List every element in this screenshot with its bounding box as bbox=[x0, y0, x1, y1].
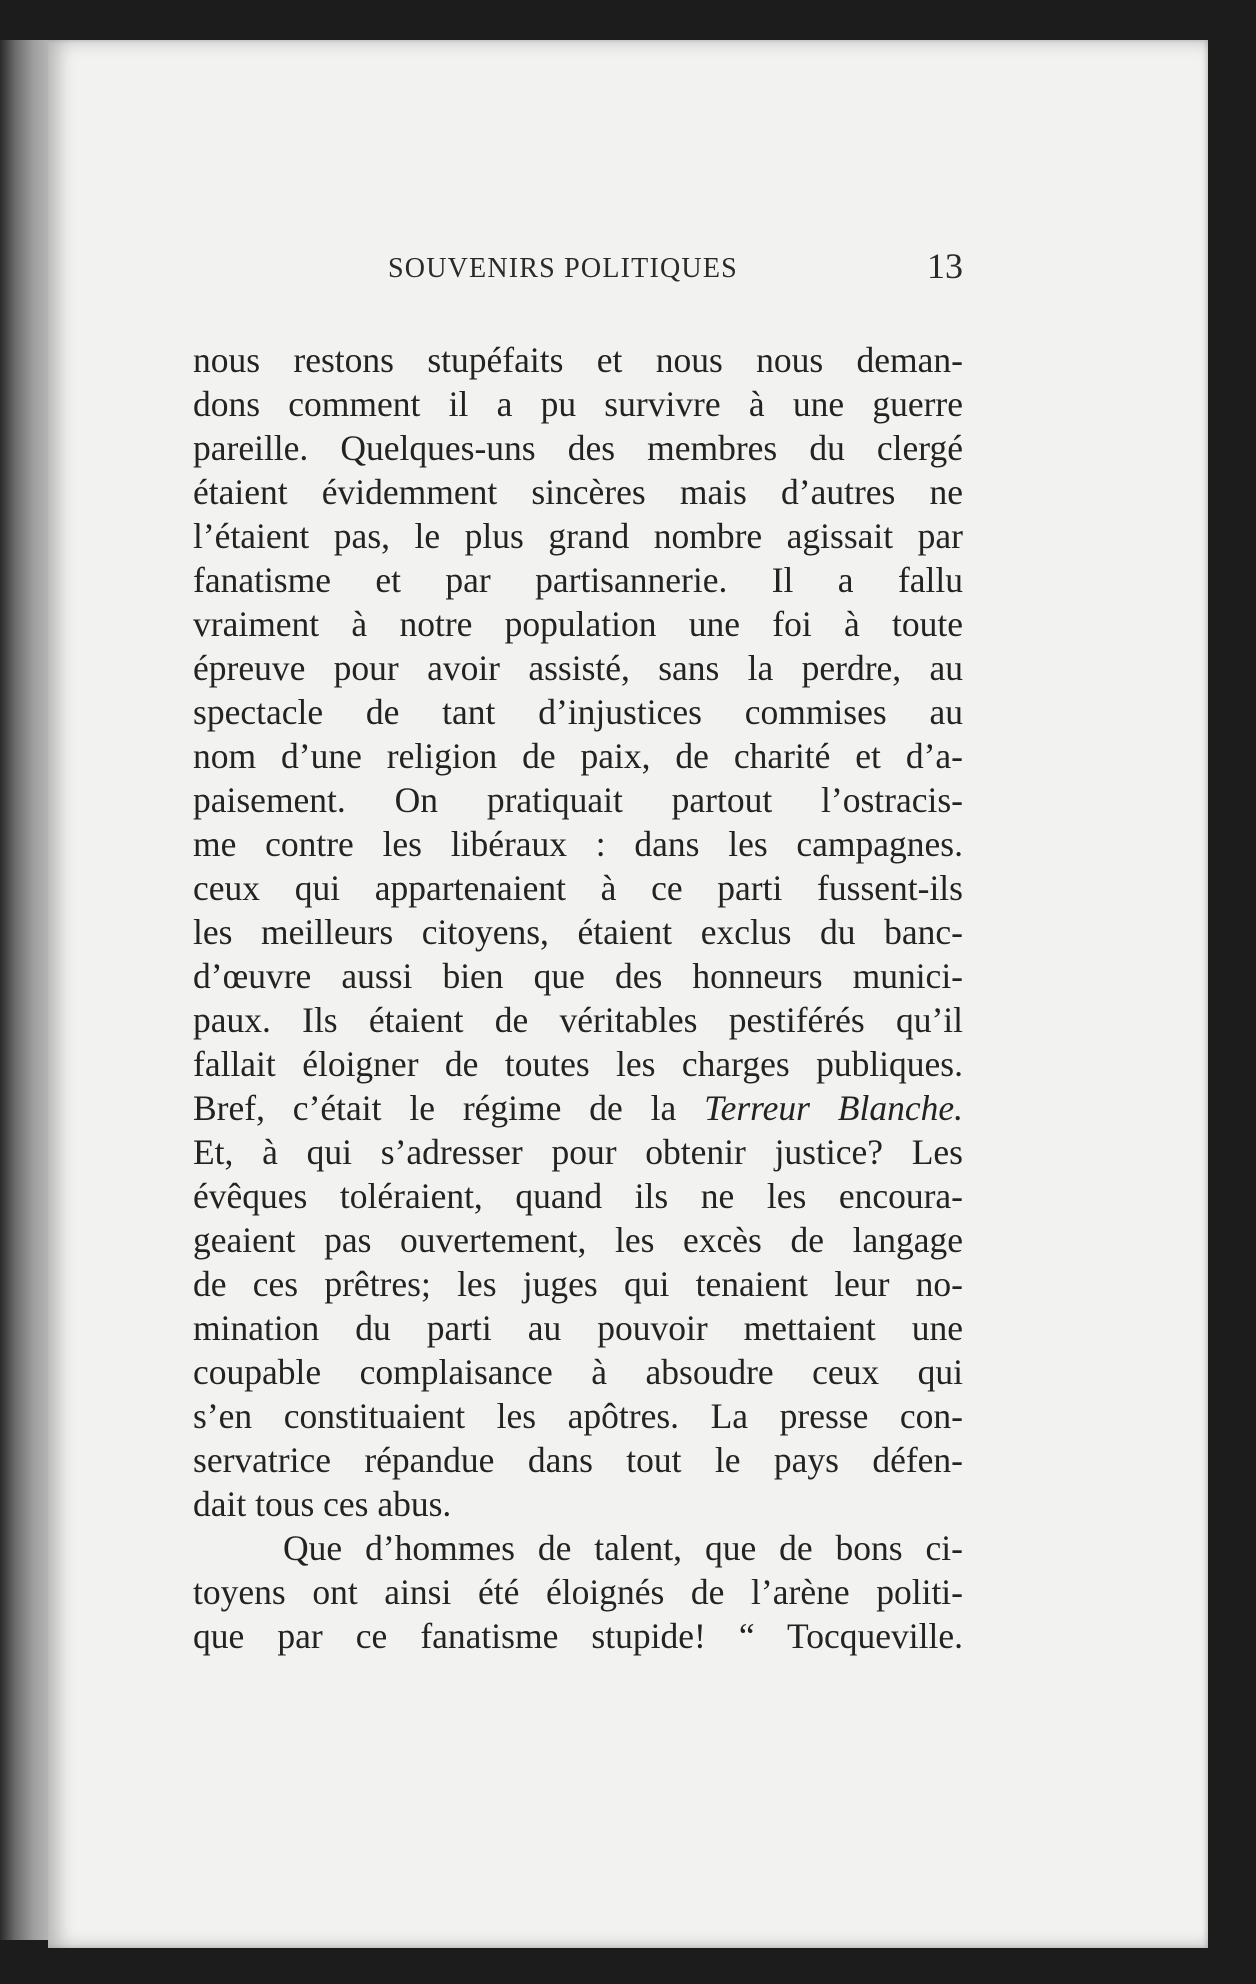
text-line: geaient pas ouvertement, les excès de langage bbox=[193, 1220, 963, 1260]
page-number: 13 bbox=[927, 246, 963, 286]
text-line bbox=[193, 1086, 963, 1130]
text-line: les meilleurs citoyens, étaient exclus du banc- bbox=[193, 912, 963, 952]
text-line: dons comment il a pu survivre à une guerre bbox=[193, 384, 963, 424]
text-fragment: Bref, c’était le régime de la bbox=[193, 1088, 705, 1128]
text-line: dait tous ces abus. bbox=[193, 1484, 452, 1524]
text-line: pareille. Quelques-uns des membres du clergé bbox=[193, 428, 963, 468]
text-line: nous restons stupéfaits et nous nous deman- bbox=[193, 340, 963, 380]
text-line: s’en constituaient les apôtres. La presse con- bbox=[193, 1396, 963, 1436]
text-line: Que d’hommes de talent, que de bons ci- bbox=[283, 1528, 963, 1568]
text-line: que par ce fanatisme stupide! “ Tocqueville. bbox=[193, 1616, 963, 1656]
text-line: paisement. On pratiquait partout l’ostracis- bbox=[193, 780, 963, 820]
book-page bbox=[48, 40, 1208, 1948]
body-text bbox=[193, 338, 963, 1658]
text-line: coupable complaisance à absoudre ceux qui bbox=[193, 1352, 963, 1392]
italic-phrase: Terreur Blanche. bbox=[704, 1088, 963, 1128]
text-line: épreuve pour avoir assisté, sans la perdre, au bbox=[193, 648, 963, 688]
text-line: l’étaient pas, le plus grand nombre agissait par bbox=[193, 516, 963, 556]
text-line: fanatisme et par partisannerie. Il a fallu bbox=[193, 560, 963, 600]
text-line: paux. Ils étaient de véritables pestiférés qu’il bbox=[193, 1000, 963, 1040]
text-line: de ces prêtres; les juges qui tenaient leur no- bbox=[193, 1264, 963, 1304]
text-line: toyens ont ainsi été éloignés de l’arène politi- bbox=[193, 1572, 963, 1612]
text-line: évêques toléraient, quand ils ne les encoura- bbox=[193, 1176, 963, 1216]
text-line: mination du parti au pouvoir mettaient une bbox=[193, 1308, 963, 1348]
text-line: nom d’une religion de paix, de charité et d’a- bbox=[193, 736, 963, 776]
text-line: d’œuvre aussi bien que des honneurs munici- bbox=[193, 956, 963, 996]
text-line: servatrice répandue dans tout le pays défen- bbox=[193, 1440, 963, 1480]
text-line: étaient évidemment sincères mais d’autres ne bbox=[193, 472, 963, 512]
running-head bbox=[338, 245, 963, 295]
running-title: SOUVENIRS POLITIQUES bbox=[388, 253, 738, 284]
text-line: vraiment à notre population une foi à toute bbox=[193, 604, 963, 644]
text-line: Et, à qui s’adresser pour obtenir justice? Les bbox=[193, 1132, 963, 1172]
text-line: ceux qui appartenaient à ce parti fussent-ils bbox=[193, 868, 963, 908]
text-line: me contre les libéraux : dans les campagnes. bbox=[193, 824, 963, 864]
text-line: spectacle de tant d’injustices commises au bbox=[193, 692, 963, 732]
text-line: fallait éloigner de toutes les charges publiques. bbox=[193, 1044, 963, 1084]
